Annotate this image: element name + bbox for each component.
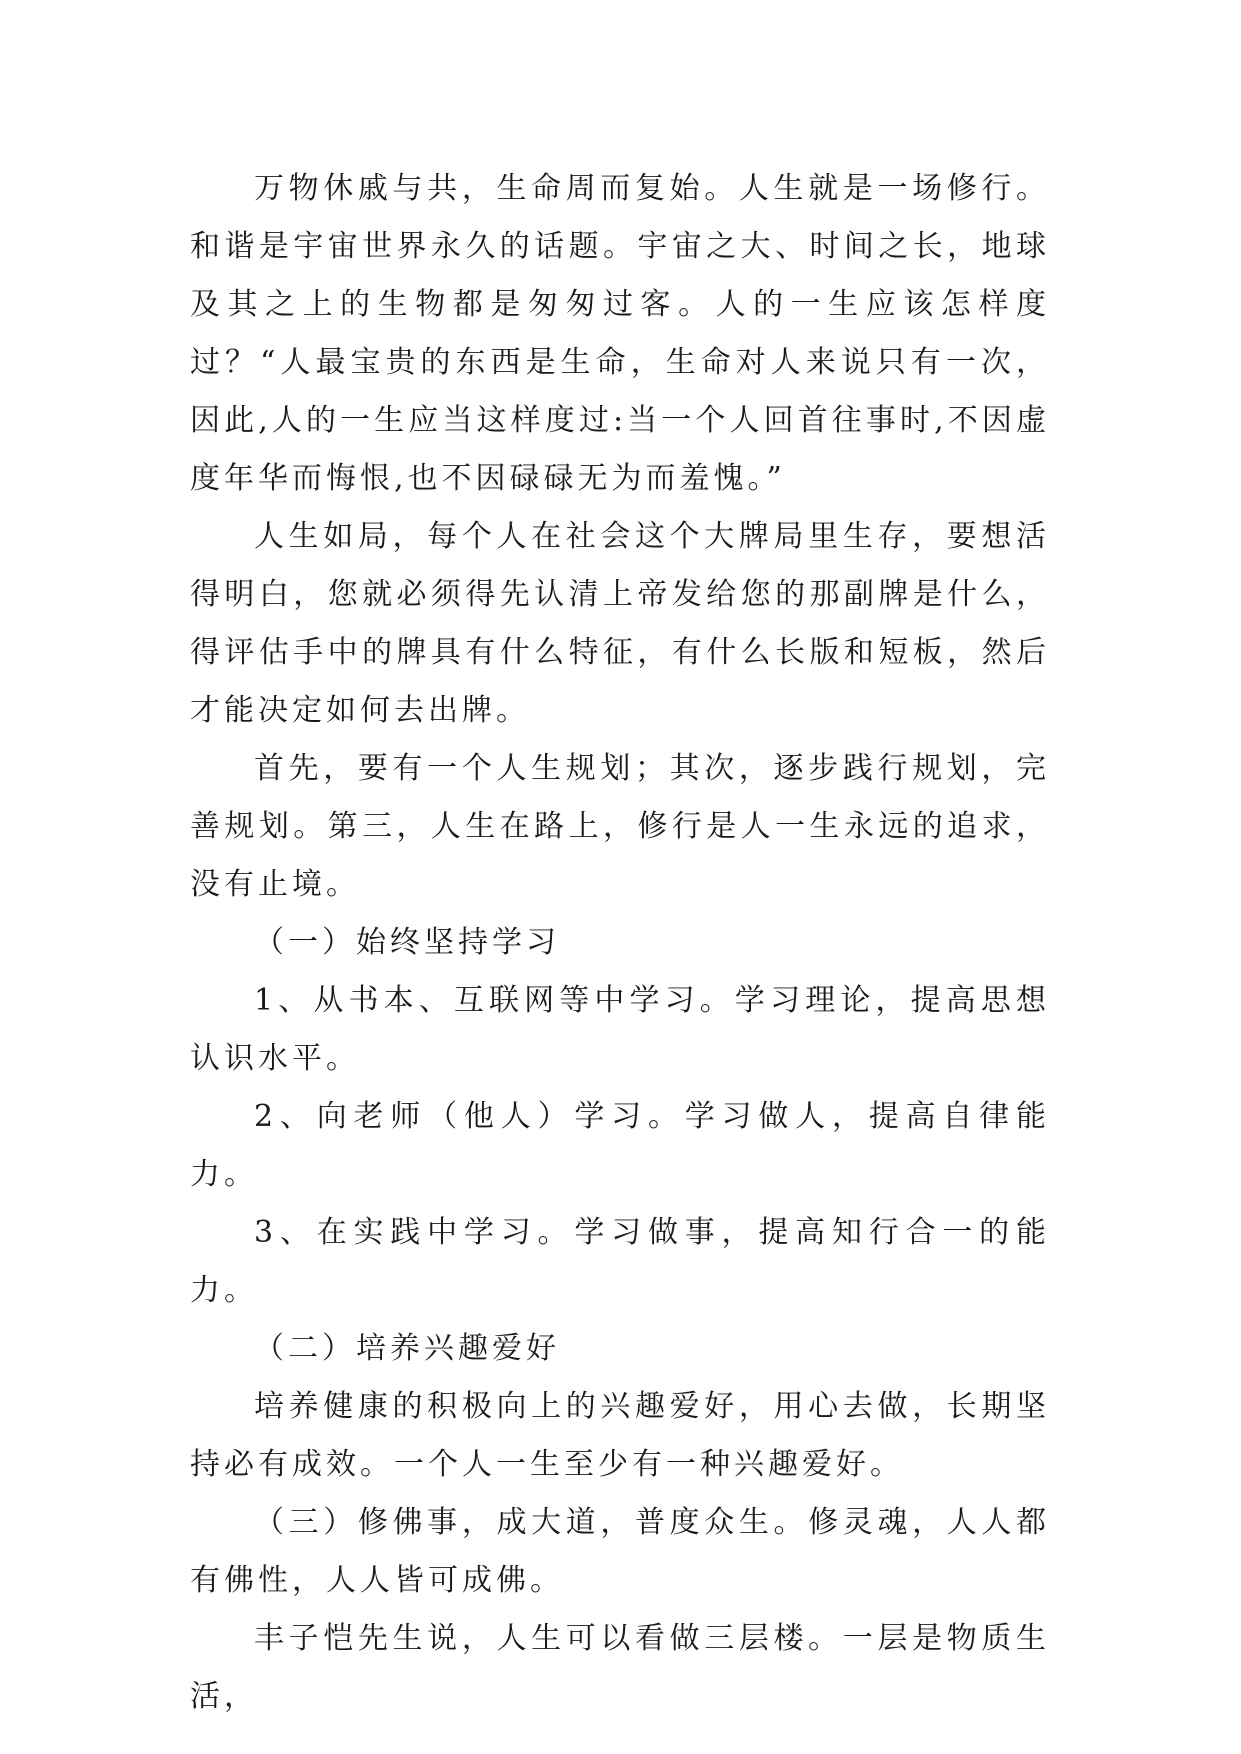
paragraph-hobbies: 培养健康的积极向上的兴趣爱好，用心去做，长期坚持必有成效。一个人一生至少有一种兴趣爱好。 <box>190 1389 1050 1482</box>
list-item-learn-from-books: 1、从书本、互联网等中学习。学习理论，提高思想认识水平。 <box>190 983 1050 1076</box>
document-body <box>190 160 1050 1726</box>
section-heading-hobbies: （二）培养兴趣爱好 <box>254 1331 560 1366</box>
paragraph-buddhist-practice: （三）修佛事，成大道，普度众生。修灵魂，人人都有佛性，人人皆可成佛。 <box>190 1505 1050 1598</box>
paragraph-three-storey-building: 丰子恺先生说，人生可以看做三层楼。一层是物质生活， <box>190 1621 1050 1714</box>
list-item-learn-from-practice: 3、在实践中学习。学习做事，提高知行合一的能力。 <box>190 1215 1050 1308</box>
section-heading-learning: （一）始终坚持学习 <box>254 925 560 960</box>
paragraph-life-planning: 首先，要有一个人生规划；其次，逐步践行规划，完善规划。第三，人生在路上，修行是人一生永远的追求，没有止境。 <box>190 751 1050 902</box>
list-item-learn-from-teachers: 2、向老师（他人）学习。学习做人，提高自律能力。 <box>190 1099 1050 1192</box>
paragraph-harmony-of-life: 万物休戚与共，生命周而复始。人生就是一场修行。和谐是宇宙世界永久的话题。宇宙之大、时间之长，地球及其之上的生物都是匆匆过客。人的一生应该怎样度过？“人最宝贵的东西是生命，生命对人来说只有一次，因此,人的一生应当这样度过:当一个人回首往事时,不因虚度年华而悔恨,也不因碌碌无为而羞愧。” <box>190 171 1050 496</box>
paragraph-life-as-card-game: 人生如局，每个人在社会这个大牌局里生存，要想活得明白，您就必须得先认清上帝发给您的那副牌是什么，得评估手中的牌具有什么特征，有什么长版和短板，然后才能决定如何去出牌。 <box>190 519 1050 728</box>
